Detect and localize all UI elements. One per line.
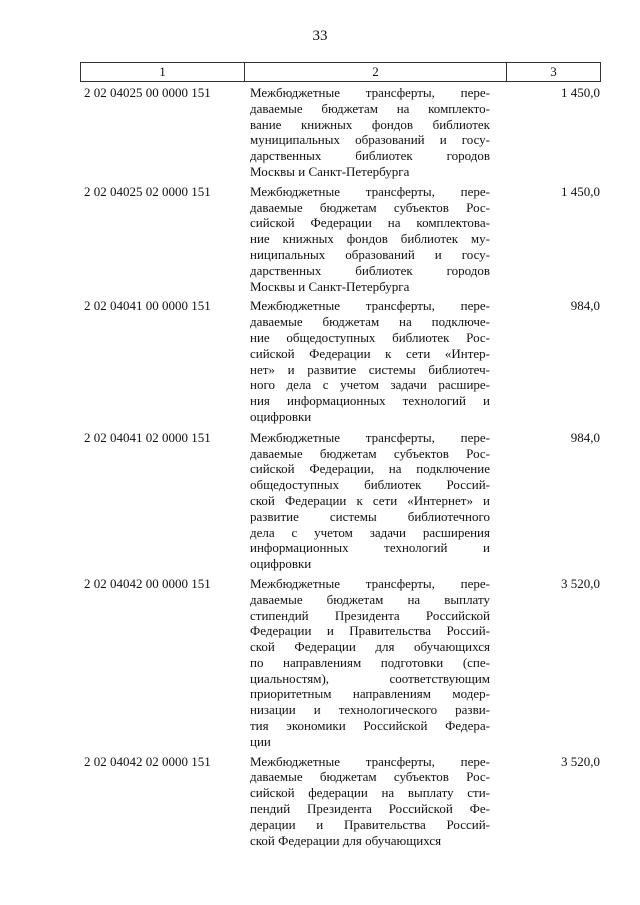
description-line: оцифровки — [250, 556, 312, 572]
description-line: ние общедоступных библиотек Рос- — [250, 329, 490, 345]
description-line: ния информационных технологий и — [250, 393, 490, 409]
description-line: Межбюджетные трансферты, пере- — [250, 429, 490, 445]
description-line: даваемые бюджетам субъектов Рос- — [250, 199, 490, 215]
budget-description — [250, 85, 490, 180]
budget-code: 2 02 04041 00 0000 151 — [84, 298, 211, 314]
page-number: 33 — [312, 28, 328, 44]
description-line: ской Федерации для обучающихся — [250, 639, 490, 655]
header-col-1: 1 — [81, 63, 245, 81]
description-line: дерации и Правительства Россий- — [250, 816, 490, 832]
description-line: даваемые бюджетам субъектов Рос- — [250, 769, 490, 785]
table-row — [84, 85, 600, 180]
table-row — [84, 430, 600, 572]
description-line: Москвы и Санкт-Петербурга — [250, 278, 410, 294]
description-line: муниципальных образований и госу- — [250, 132, 490, 148]
description-line: ного дела с учетом задачи расшире- — [250, 377, 490, 393]
description-line: дарственных библиотек городов — [250, 148, 490, 164]
description-line: общедоступных библиотек Россий- — [250, 477, 490, 493]
description-line: приоритетным направлениям модер- — [250, 686, 490, 702]
description-line: ской Федерации для обучающихся — [250, 832, 442, 848]
budget-code: 2 02 04042 00 0000 151 — [84, 575, 211, 591]
table-row — [84, 184, 600, 295]
budget-code: 2 02 04025 00 0000 151 — [84, 85, 211, 100]
table-row — [84, 576, 600, 750]
budget-amount: 1 450,0 — [561, 183, 600, 199]
description-line: Межбюджетные трансферты, пере- — [250, 183, 490, 199]
budget-code: 2 02 04042 02 0000 151 — [84, 753, 211, 769]
description-line: тия экономики Российской Федера- — [250, 718, 490, 734]
description-line: пендий Президента Российской Фе- — [250, 801, 490, 817]
description-line: дела с учетом задачи расширения — [250, 524, 490, 540]
description-line: информационных технологий и — [250, 540, 490, 556]
description-line: Межбюджетные трансферты, пере- — [250, 298, 490, 314]
description-line: вание книжных фондов библиотек — [250, 116, 490, 132]
description-line: сийской Федерации, на подключение — [250, 461, 490, 477]
budget-description — [250, 184, 490, 295]
table-header — [80, 62, 601, 82]
description-line: Федерации и Правительства Россий- — [250, 623, 490, 639]
description-line: стипендий Президента Российской — [250, 607, 490, 623]
budget-code: 2 02 04041 02 0000 151 — [84, 429, 211, 445]
description-line: Москвы и Санкт-Петербурга — [250, 163, 410, 179]
description-line: Межбюджетные трансферты, пере- — [250, 753, 490, 769]
description-line: даваемые бюджетам субъектов Рос- — [250, 445, 490, 461]
budget-description — [250, 298, 490, 424]
budget-description — [250, 430, 490, 572]
description-line: даваемые бюджетам на комплекто- — [250, 100, 490, 116]
budget-amount: 3 520,0 — [561, 753, 600, 769]
budget-amount: 984,0 — [570, 429, 600, 445]
budget-amount: 984,0 — [570, 298, 600, 314]
budget-amount: 1 450,0 — [561, 85, 600, 100]
table-body — [84, 85, 600, 848]
description-line: ние книжных фондов библиотек му- — [250, 231, 490, 247]
budget-description — [250, 754, 490, 849]
description-line: низации и технологического разви- — [250, 702, 490, 718]
budget-code: 2 02 04025 02 0000 151 — [84, 183, 211, 199]
budget-description — [250, 576, 490, 750]
budget-amount: 3 520,0 — [561, 575, 600, 591]
description-line: нет» и развитие системы библиотеч- — [250, 361, 490, 377]
description-line: сийской федерации на выплату сти- — [250, 785, 490, 801]
description-line: по направлениям подготовки (спе- — [250, 654, 490, 670]
description-line: оцифровки — [250, 408, 312, 424]
description-line: Межбюджетные трансферты, пере- — [250, 85, 490, 100]
description-line: сийской Федерации на комплектова- — [250, 215, 490, 231]
description-line: ниципальных образований и госу- — [250, 246, 490, 262]
description-line: циальностям), соответствующим — [250, 670, 490, 686]
description-line: ской Федерации к сети «Интернет» и — [250, 492, 490, 508]
description-line: дарственных библиотек городов — [250, 262, 490, 278]
description-line: Межбюджетные трансферты, пере- — [250, 575, 490, 591]
description-line: развитие системы библиотечного — [250, 508, 490, 524]
table-row — [84, 298, 600, 424]
description-line: даваемые бюджетам на подключе- — [250, 314, 490, 330]
description-line: сийской Федерации к сети «Интер- — [250, 345, 490, 361]
description-line: даваемые бюджетам на выплату — [250, 591, 490, 607]
header-col-2: 2 — [245, 63, 507, 81]
description-line: ции — [250, 733, 271, 749]
table-row — [84, 754, 600, 849]
header-col-3: 3 — [550, 64, 557, 79]
